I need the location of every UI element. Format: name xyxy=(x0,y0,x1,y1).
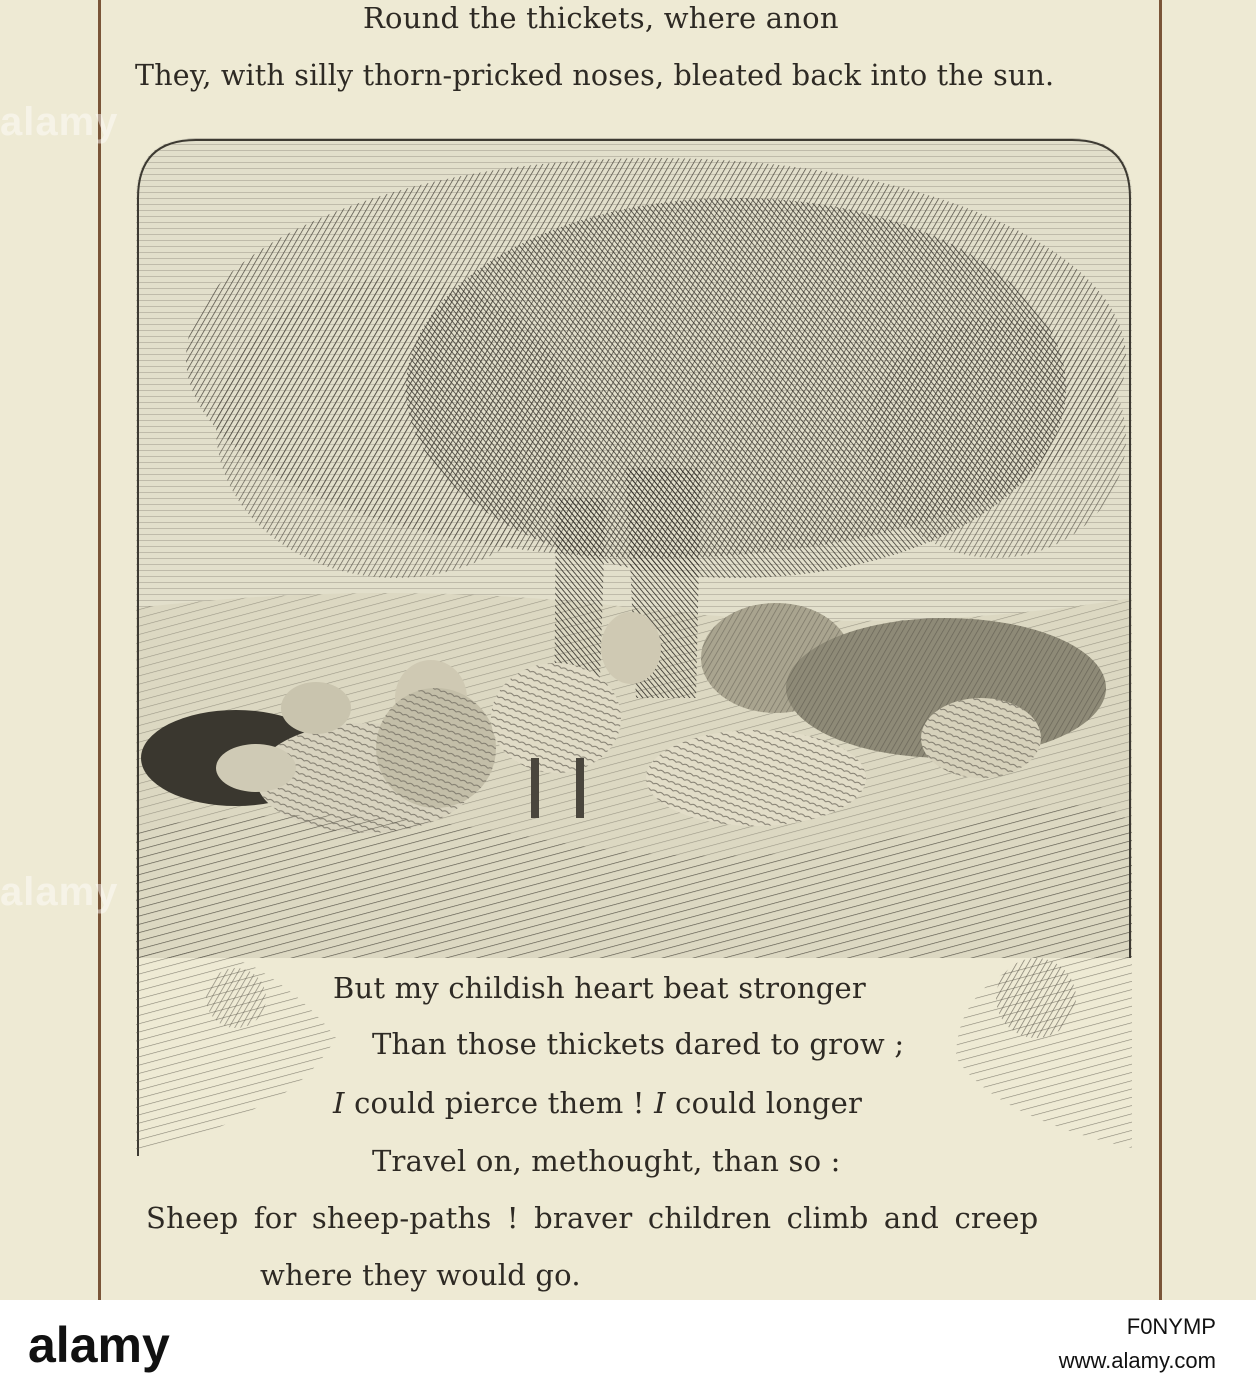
italic-i-2: I xyxy=(654,1086,666,1120)
page-border-left xyxy=(98,0,101,1300)
italic-i-1: I xyxy=(333,1086,345,1120)
page-border-right xyxy=(1159,0,1162,1300)
stanza-line-3b: could longer xyxy=(675,1086,863,1120)
footer-url[interactable]: www.alamy.com xyxy=(1058,1348,1216,1373)
stanza-line-1: But my childish heart beat stronger xyxy=(333,971,866,1005)
watermark-left-bottom: alamy xyxy=(0,870,119,914)
stanza-line-3 xyxy=(333,1085,862,1121)
footer-image-id: F0NYMP xyxy=(1126,1314,1216,1339)
watermark-left-top: alamy xyxy=(0,100,119,144)
stanza-line-4: Travel on, methought, than so : xyxy=(372,1144,841,1178)
stanza-line-5: Sheep for sheep-paths ! braver children climb and creep xyxy=(146,1201,1039,1235)
footer-logo: alamy xyxy=(28,1317,170,1373)
poem-line-2: They, with silly thorn-pricked noses, bleated back into the sun. xyxy=(135,59,1055,92)
stanza-line-2: Than those thickets dared to grow ; xyxy=(372,1027,905,1061)
stanza-line-3a: could pierce them ! xyxy=(354,1086,645,1120)
stanza-line-6: where they would go. xyxy=(260,1258,581,1292)
stock-footer-bar xyxy=(0,1300,1256,1390)
poem-line-1: Round the thickets, where anon xyxy=(363,1,839,35)
